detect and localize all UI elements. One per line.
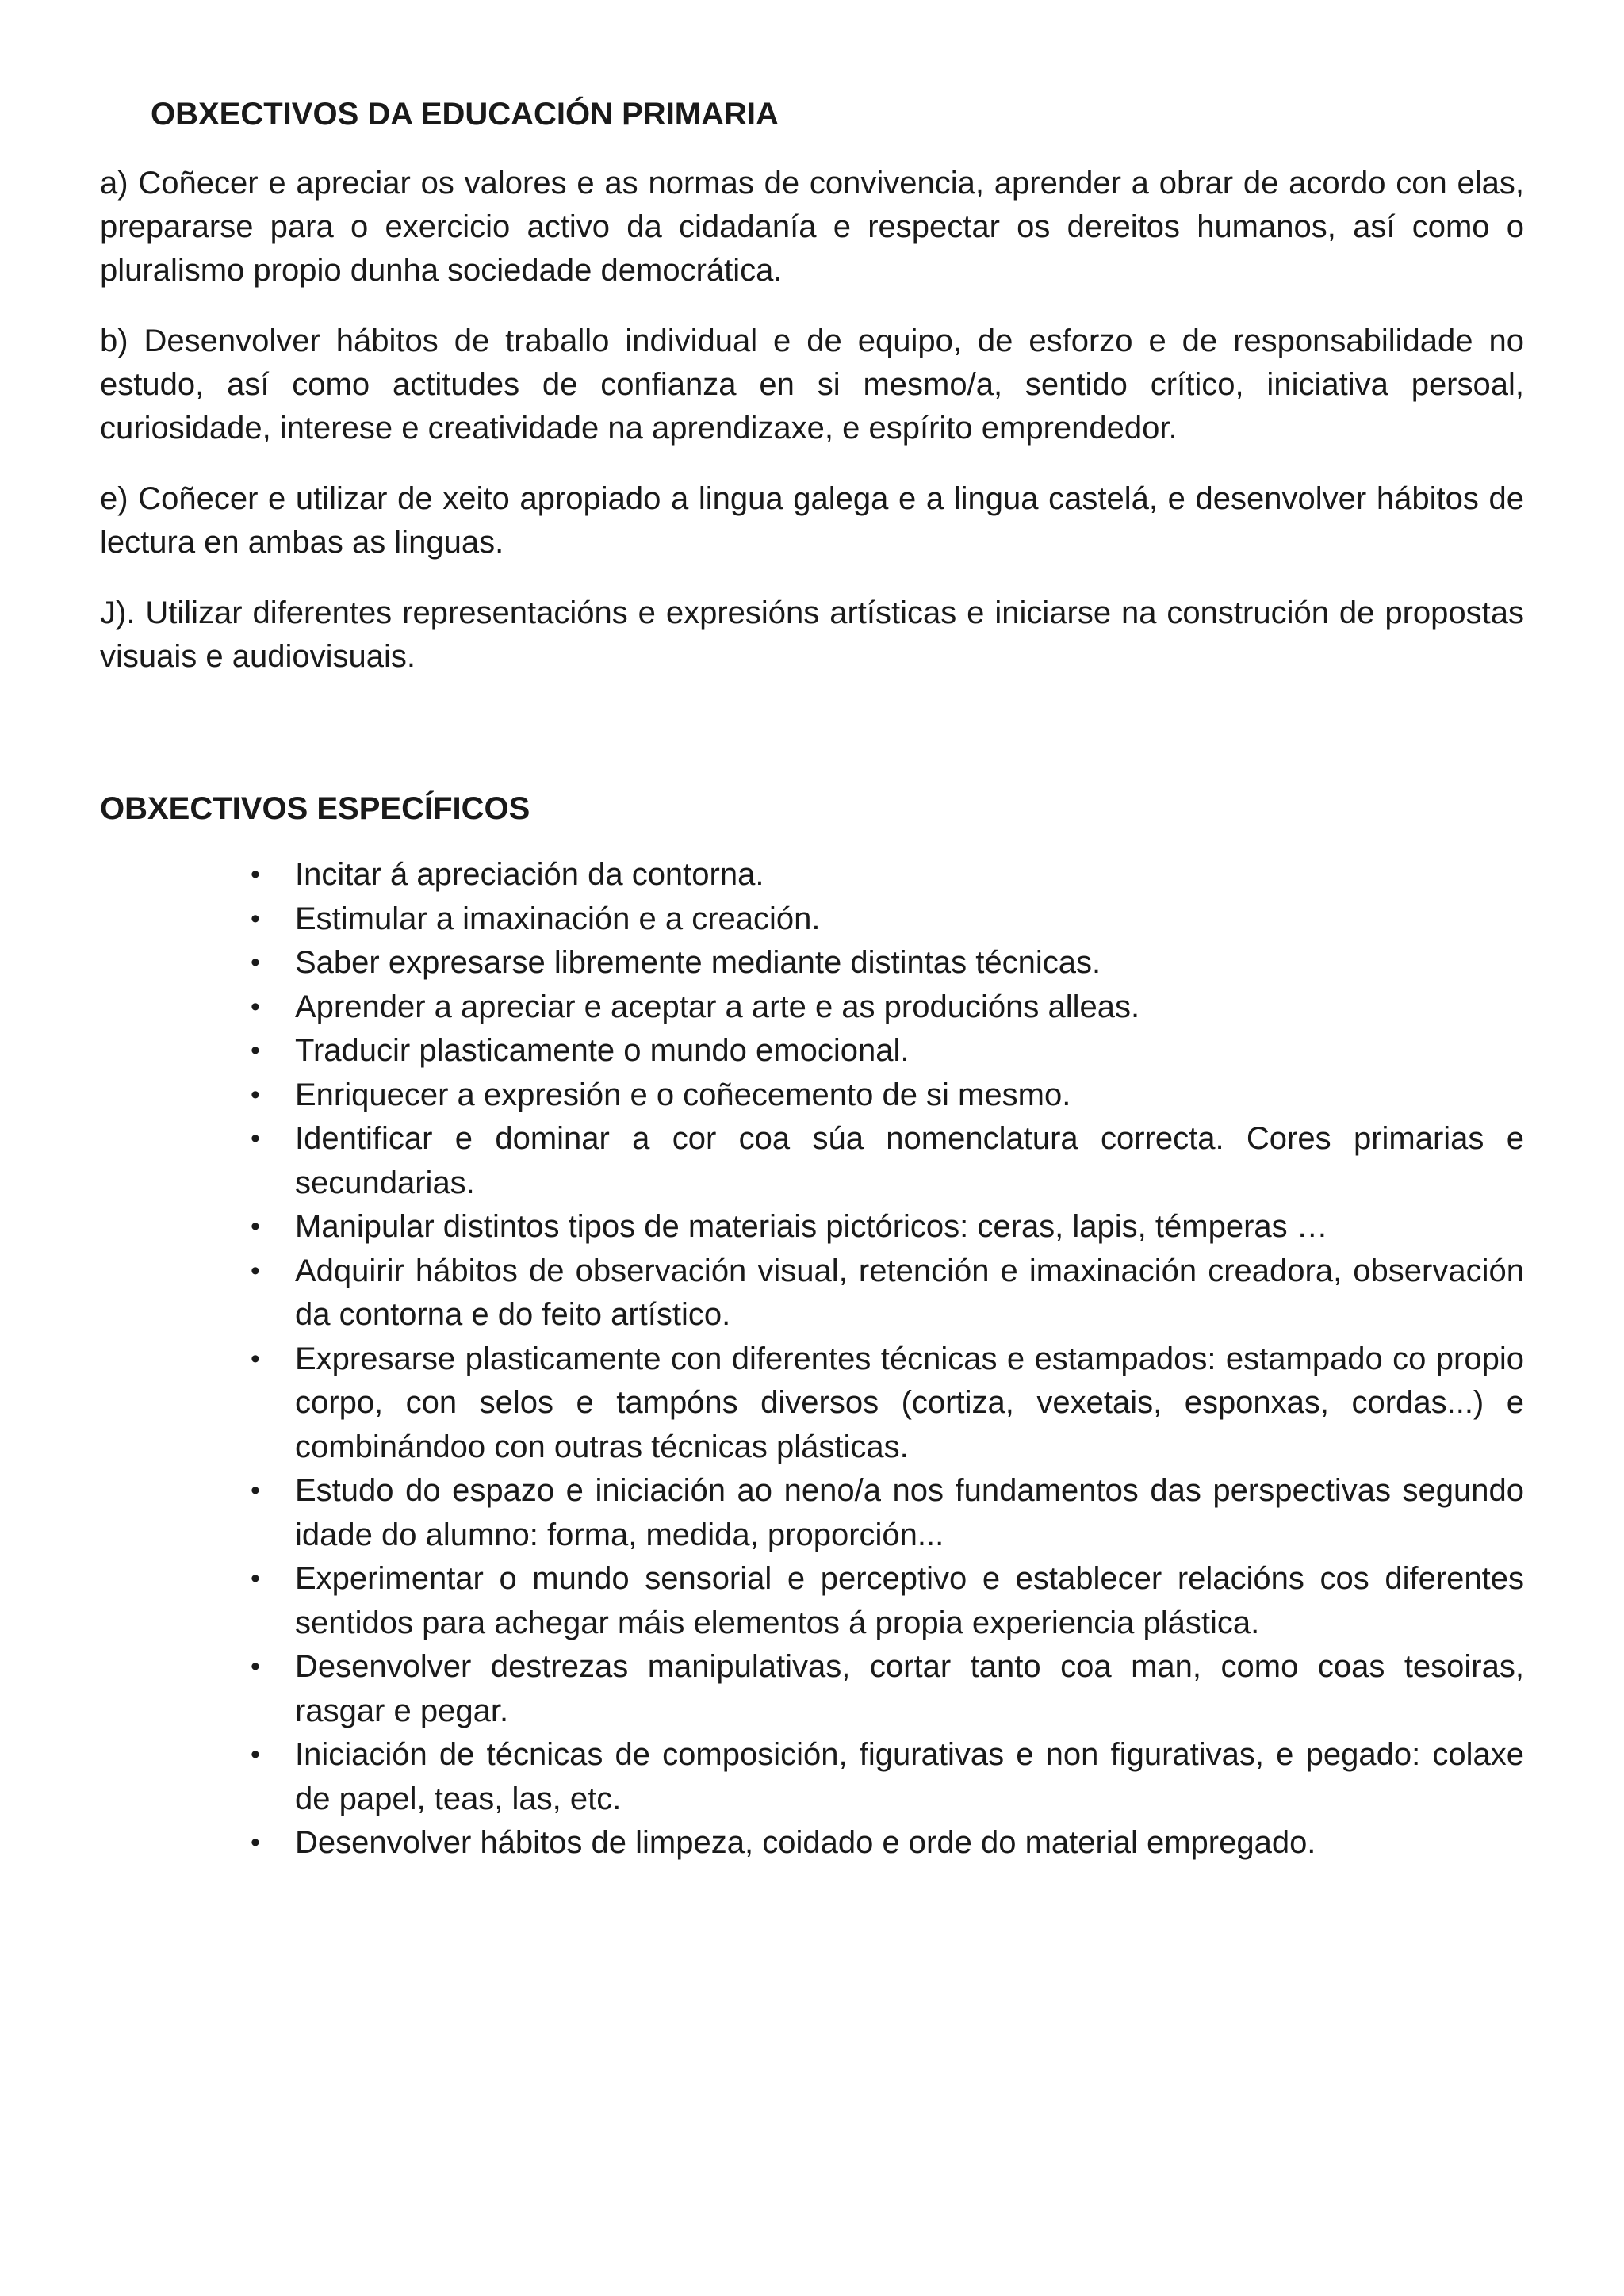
bullet-icon: • <box>251 1827 260 1858</box>
list-item <box>251 1733 1524 1821</box>
list-item <box>251 1469 1524 1557</box>
primary-objective-b: b) Desenvolver hábitos de traballo individual e de equipo, de esforzo e de responsabilidade no estudo, así como actitudes de confianza en si mesmo/a, sentido crítico, iniciativa persoal, curiosidade, interese e creatividade na aprendizaxe, e espírito emprendedor. <box>100 323 1524 446</box>
list-item <box>251 1821 1524 1866</box>
bullet-icon: • <box>251 859 260 890</box>
list-item-text: Manipular distintos tipos de materiais pictóricos: ceras, lapis, témperas … <box>295 1209 1328 1244</box>
list-item <box>251 1557 1524 1645</box>
specific-objectives-title: OBXECTIVOS ESPECÍFICOS <box>100 791 530 826</box>
list-item <box>251 941 1524 985</box>
list-item <box>251 1205 1524 1249</box>
list-item <box>251 1645 1524 1733</box>
bullet-icon: • <box>251 1211 260 1242</box>
list-item-text: Experimentar o mundo sensorial e perceptivo e establecer relacións cos diferentes sentidos para achegar máis elementos á propia experiencia plástica. <box>295 1561 1524 1640</box>
bullet-icon: • <box>251 947 260 978</box>
list-item <box>251 1337 1524 1470</box>
bullet-icon: • <box>251 903 260 934</box>
bullet-icon: • <box>251 1651 260 1682</box>
primary-objective-e: e) Coñecer e utilizar de xeito apropiado a lingua galega e a lingua castelá, e desenvolver hábitos de lectura en ambas as linguas. <box>100 481 1524 560</box>
primary-objectives-title: OBXECTIVOS DA EDUCACIÓN PRIMARIA <box>151 97 779 132</box>
bullet-icon: • <box>251 1035 260 1066</box>
list-item-text: Desenvolver hábitos de limpeza, coidado e orde do material empregado. <box>295 1825 1316 1860</box>
bullet-icon: • <box>251 1255 260 1286</box>
document-content <box>100 92 1524 1866</box>
primary-objective-a: a) Coñecer e apreciar os valores e as normas de convivencia, aprender a obrar de acordo con elas, prepararse para o exercicio activo da cidadanía e respectar os dereitos humanos, así como o pluralismo propio dunha sociedade democrática. <box>100 166 1524 288</box>
list-item-text: Enriquecer a expresión e o coñecemento de si mesmo. <box>295 1077 1071 1112</box>
list-item-text: Estimular a imaxinación e a creación. <box>295 901 821 936</box>
bullet-icon: • <box>251 1343 260 1374</box>
list-item <box>251 1073 1524 1118</box>
list-item-text: Identificar e dominar a cor coa súa nomenclatura correcta. Cores primarias e secundarias. <box>295 1121 1524 1200</box>
list-item <box>251 1029 1524 1073</box>
list-item <box>251 897 1524 942</box>
list-item <box>251 1117 1524 1205</box>
bullet-icon: • <box>251 1739 260 1770</box>
list-item-text: Traducir plasticamente o mundo emocional. <box>295 1033 910 1068</box>
list-item-text: Adquirir hábitos de observación visual, retención e imaxinación creadora, observación da contorna e do feito artístico. <box>295 1253 1524 1332</box>
bullet-icon: • <box>251 991 260 1022</box>
specific-objectives-list <box>100 853 1524 1866</box>
bullet-icon: • <box>251 1079 260 1110</box>
primary-objective-j: J). Utilizar diferentes representacións e expresións artísticas e iniciarse na construción de propostas visuais e audiovisuais. <box>100 595 1524 674</box>
list-item-text: Estudo do espazo e iniciación ao neno/a nos fundamentos das perspectivas segundo idade do alumno: forma, medida, proporción... <box>295 1473 1524 1552</box>
bullet-icon: • <box>251 1123 260 1154</box>
list-item-text: Expresarse plasticamente con diferentes técnicas e estampados: estampado co propio corpo, con selos e tampóns diversos (cortiza, vexetais, esponxas, cordas...) e combinándoo con outras técnicas plásticas. <box>295 1341 1524 1464</box>
bullet-icon: • <box>251 1563 260 1594</box>
list-item <box>251 1249 1524 1337</box>
bullet-icon: • <box>251 1475 260 1506</box>
list-item-text: Saber expresarse libremente mediante distintas técnicas. <box>295 945 1101 980</box>
list-item-text: Incitar á apreciación da contorna. <box>295 857 764 892</box>
list-item <box>251 985 1524 1030</box>
primary-objectives-list <box>100 162 1524 679</box>
list-item-text: Desenvolver destrezas manipulativas, cortar tanto coa man, como coas tesoiras, rasgar e pegar. <box>295 1649 1524 1728</box>
list-item <box>251 853 1524 897</box>
list-item-text: Iniciación de técnicas de composición, figurativas e non figurativas, e pegado: colaxe de papel, teas, las, etc. <box>295 1737 1524 1816</box>
list-item-text: Aprender a apreciar e aceptar a arte e as producións alleas. <box>295 989 1140 1024</box>
